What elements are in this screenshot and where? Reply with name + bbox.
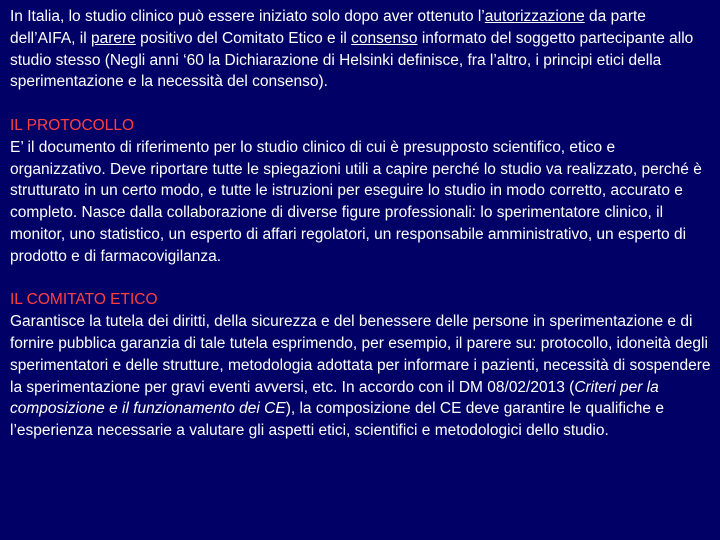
- intro-text-1: In Italia, lo studio clinico può essere iniziato solo dopo aver ottenuto l’: [10, 8, 485, 25]
- autorizzazione-term: autorizzazione: [484, 8, 585, 25]
- consenso-term: consenso: [351, 29, 418, 47]
- intro-text-4: informato del soggetto partecipante allo studio stesso (Negli anni ‘60 la Dichiarazione di Helsinki definisce, fra l’altro, i principi etici della sperimentazione e la necessità del consenso).: [10, 29, 694, 91]
- protocollo-paragraph: E’ il documento di riferimento per lo studio clinico di cui è presupposto scientifico, etico e organizzativo. Deve riportare tutte le spiegazioni utili a capire perché lo studio va realizzato, perché è strutturato in un certo modo, e tutte le istruzioni per eseguire lo studio in modo corretto, accurato e completo. Nasce dalla collaborazione di diverse figure professionali: lo sperimentatore clinico, il monitor, uno statistico, un esperto di affari regolatori, un responsabile amministrativo, un esperto di prodotto e di farmacovigilanza.: [10, 138, 702, 265]
- comitato-paragraph: [10, 311, 714, 442]
- dm-title-italic: Criteri per la composizione e il funzionamento dei CE: [10, 378, 659, 418]
- comitato-heading: IL COMITATO ETICO: [10, 291, 158, 309]
- parere-term: parere: [90, 29, 136, 47]
- spacer: [10, 93, 714, 115]
- protocollo-heading: IL PROTOCOLLO: [10, 116, 135, 134]
- intro-paragraph: [10, 6, 714, 93]
- spacer: [10, 268, 714, 290]
- comitato-text-2: ), la composizione del CE deve garantire le qualifiche e l’esperienza necessarie a valutare gli aspetti etici, scientifici e metodologici dello studio.: [10, 400, 664, 440]
- intro-text-2: da parte dell’AIFA, il: [10, 8, 646, 47]
- comitato-text-1: Garantisce la tutela dei diritti, della sicurezza e del benessere delle persone in sperimentazione e di fornire pubblica garanzia di tale tutela esprimendo, per esempio, il parere su: protocollo, idoneità degli sperimentatori e delle strutture, metodologia adottata per informare i pazienti, necessità di sospendere la sperimentazione per gravi eventi avversi, etc. In accordo con il DM 08/02/2013 (: [10, 313, 711, 396]
- intro-text-3: positivo del Comitato Etico e il: [135, 29, 352, 47]
